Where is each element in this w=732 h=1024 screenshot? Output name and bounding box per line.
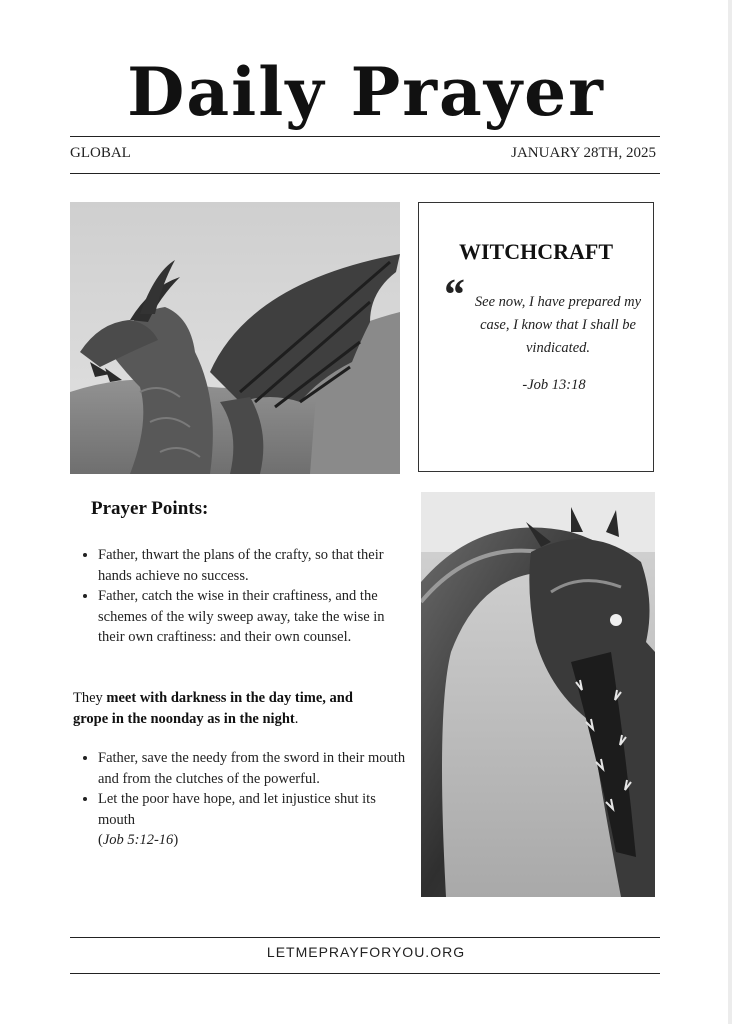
verse-lead: They bbox=[73, 690, 107, 706]
page-title: Daily Prayer bbox=[127, 53, 605, 131]
footer-url[interactable]: LETMEPRAYFORYOU.ORG bbox=[266, 944, 466, 960]
footer-rule-top bbox=[70, 937, 660, 938]
header-rule-bottom bbox=[70, 173, 660, 174]
region-label: GLOBAL bbox=[70, 145, 131, 161]
verse-bold-text: meet with darkness in the day time, and grope in the noonday as in the night bbox=[73, 690, 353, 727]
prayer-points-heading: Prayer Points: bbox=[91, 498, 209, 519]
list-item: • Father, catch the wise in their craftiness, and the schemes of the wily sweep away, take the wise in their own craftiness: and their own counsel. bbox=[98, 586, 408, 648]
reference-close: ) bbox=[173, 832, 179, 848]
dragon-head-image bbox=[421, 492, 655, 897]
reference-open: ( bbox=[98, 832, 103, 848]
quotation-mark-icon: “ bbox=[442, 270, 464, 319]
prayer-points-list-b bbox=[78, 748, 408, 851]
verse-end: . bbox=[294, 711, 299, 727]
dragon-wings-image bbox=[70, 202, 400, 474]
quote-box bbox=[418, 202, 654, 472]
list-item: • Father, save the needy from the sword in their mouth and from the clutches of the powerful. bbox=[98, 748, 408, 789]
page-edge bbox=[728, 0, 732, 1024]
list-item: • Father, thwart the plans of the crafty, so that their hands achieve no success. bbox=[98, 545, 408, 586]
list-item bbox=[98, 789, 408, 851]
header-rule-top bbox=[70, 136, 660, 137]
scripture-reference: -Job 13:18 bbox=[522, 377, 586, 393]
list-item-text: Let the poor have hope, and let injustice shut its mouth bbox=[98, 791, 376, 828]
verse-paragraph bbox=[73, 688, 383, 730]
footer-rule-bottom bbox=[70, 973, 660, 974]
date-label: JANUARY 28TH, 2025 bbox=[511, 145, 656, 161]
prayer-reference: Job 5:12-16 bbox=[102, 832, 174, 848]
quote-box-heading: WITCHCRAFT bbox=[458, 239, 613, 264]
prayer-points-list-a bbox=[78, 545, 408, 648]
scripture-quote: See now, I have prepared my case, I know that I shall be vindicated. bbox=[474, 294, 642, 356]
